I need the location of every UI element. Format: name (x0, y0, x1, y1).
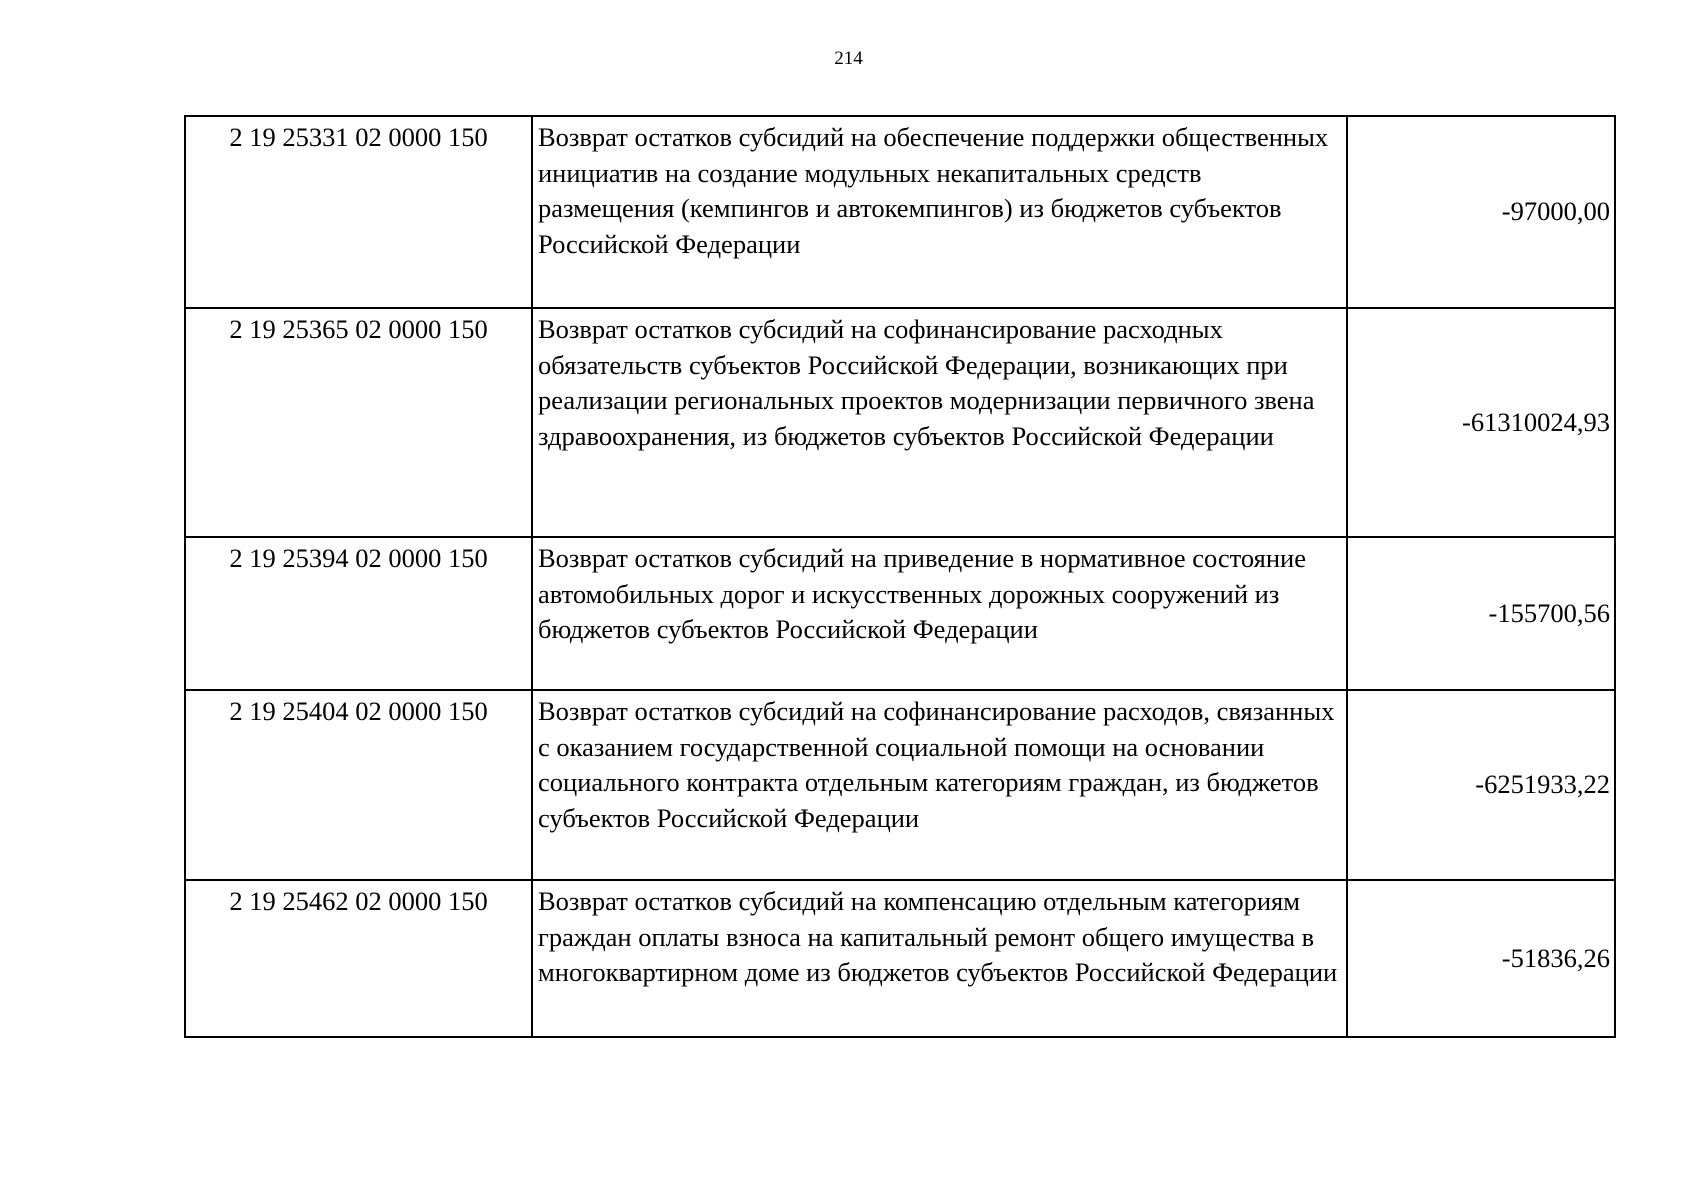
description-cell: Возврат остатков субсидий на приведение в нормативное состояние автомобильных дорог и искусственных дорожных сооружений из бюджетов субъектов Российской Федерации (532, 537, 1347, 690)
budget-code-cell: 2 19 25394 02 0000 150 (185, 537, 532, 690)
table-row (185, 690, 1615, 880)
description-cell: Возврат остатков субсидий на софинансирование расходов, связанных с оказанием государственной социальной помощи на основании социального контракта отдельным категориям граждан, из бюджетов субъектов Российской Федерации (532, 690, 1347, 880)
table-row (185, 880, 1615, 1037)
budget-revenue-table (184, 115, 1616, 1038)
amount-cell: -97000,00 (1347, 116, 1615, 308)
budget-code-cell: 2 19 25331 02 0000 150 (185, 116, 532, 308)
budget-code-cell: 2 19 25462 02 0000 150 (185, 880, 532, 1037)
budget-code-cell: 2 19 25404 02 0000 150 (185, 690, 532, 880)
table-row (185, 116, 1615, 308)
table-row (185, 537, 1615, 690)
amount-cell: -61310024,93 (1347, 308, 1615, 537)
description-cell: Возврат остатков субсидий на обеспечение поддержки общественных инициатив на создание модульных некапитальных средств размещения (кемпингов и автокемпингов) из бюджетов субъектов Российской Федерации (532, 116, 1347, 308)
page-number: 214 (834, 48, 863, 69)
budget-code-cell: 2 19 25365 02 0000 150 (185, 308, 532, 537)
amount-cell: -51836,26 (1347, 880, 1615, 1037)
description-cell: Возврат остатков субсидий на компенсацию отдельным категориям граждан оплаты взноса на капитальный ремонт общего имущества в многоквартирном доме из бюджетов субъектов Российской Федерации (532, 880, 1347, 1037)
table-row (185, 308, 1615, 537)
description-cell: Возврат остатков субсидий на софинансирование расходных обязательств субъектов Российской Федерации, возникающих при реализации региональных проектов модернизации первичного звена здравоохранения, из бюджетов субъектов Российской Федерации (532, 308, 1347, 537)
amount-cell: -155700,56 (1347, 537, 1615, 690)
amount-cell: -6251933,22 (1347, 690, 1615, 880)
